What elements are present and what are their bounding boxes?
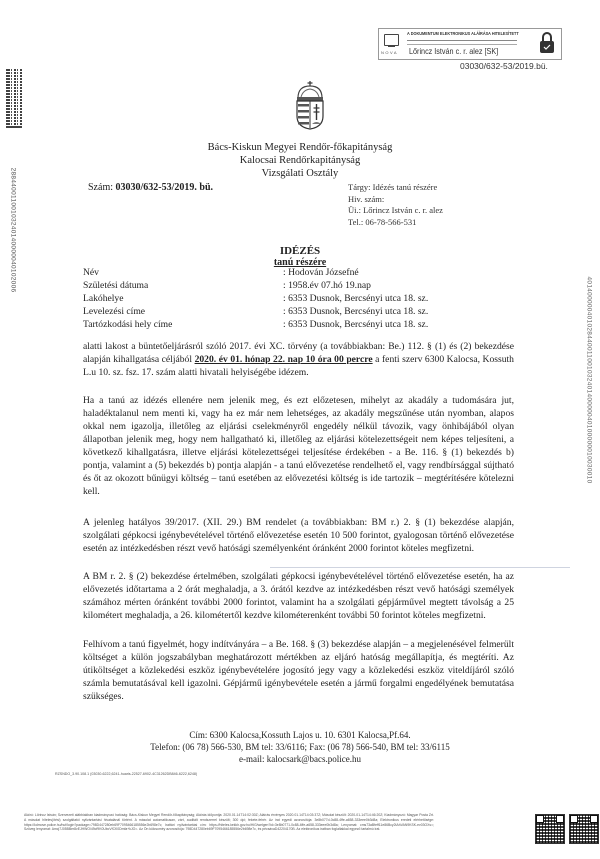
qr-code-icon (570, 815, 598, 843)
authentication-footer: Aláíró: Lőrincz István; Szervezeti alábbiakban kiadmányozó hatóság: Bács-Kiskun Megyei Rendőr-főkapitányság; Aláírás időpontja: 2020.01.14T14:02:30Z; Aláírás érvényes 2020.01.14T14:03:37Z; Másolat készült: 2020-01-14T14:46:20Z; Kiadmányozó: Magyar Posta Zrt. A másolat hiteles(ítési) szolgáltatói nyilvántartási hivatalánál történt. A másolat automatikusan, zárt, auditált rendszerrel készült; 300 dpi; fekete-fehér. Az irat egyedi azonosítója: 3e8b077d-0c88-4ffe-a658-333eee0b3d8a; Elektronikus eredeti elérhetősége: https://kdmove.police.hu/huf/login?package=798D447280eb69F7095466185556e2b698e7c; Irattári nyilvántartási cím: https://hiteles.kekkh.gov.hu/HiG/welgen?id=3e8b0771-0c88-4ffe-a658-333eee0b3d8a; Lenyomat: cms73aBfeff11e86Bcy2tAhVAN9KSK-ev03OXs=; Szöveg lenyomat: Amcj7J05BBer8vEJHWO/49cf9K0UbcVfCK0Dmfa+kJO=. Az Ön külcsoméy azonosítója: 798D447280eb69F7095466185556e2b698e7c, és pécsávaD42204170B. Az elektronikus iratban foglaltakkal egyező tartalmú irat. (24, 813, 434, 832)
field-row-birthdate (83, 279, 428, 292)
field-label: Levelezési címe (83, 306, 146, 317)
stamp-signer: Lőrincz István c. r. alez [SK] (409, 46, 499, 56)
field-label: Név (83, 267, 99, 278)
qr-code-icon (536, 815, 564, 843)
fee-paragraph-1: A jelenleg hatályos 39/2017. (XII. 29.) BM rendelet (a továbbiakban: BM r.) 2. § (1) bekezdése alapján, szolgálati gépkocsi igénybevételével történő elővezetése esetén 10 500 forintot, gyalogosan történő elővezetése esetén az intézkedésben részt vevő hatósági személyenként óránként 2000 forintot köteles megfizetni. (83, 517, 514, 554)
document-subtitle: tanú részére (273, 257, 327, 268)
document-title: IDÉZÉS (279, 245, 321, 257)
datamatrix-code (6, 68, 22, 128)
field-row-name (83, 266, 428, 279)
stamp-brand: NOVA (381, 50, 399, 55)
org-subunit: Kalocsai Rendőrkapitányság (239, 155, 361, 166)
case-number-value: 03030/632-53/2019. bü. (115, 182, 214, 193)
field-value: : 6353 Dusnok, Bercsényi utca 18. sz. (283, 319, 429, 330)
reference-number-line: Hiv. szám: (348, 193, 385, 204)
case-number-label: Szám: (88, 182, 113, 193)
scan-artifact-line (270, 567, 570, 568)
hungarian-coat-of-arms-icon (287, 80, 333, 130)
appointment-datetime: 2020. év 01. hónap 22. nap 10 óra 00 percre (194, 354, 373, 365)
summons-paragraph (83, 340, 514, 379)
stamp-divider (407, 40, 517, 45)
field-value: : Hodován Józsefné (283, 267, 359, 278)
field-value: : 1958.év 07.hó 19.nap (283, 280, 371, 291)
field-row-mailing-address (83, 305, 428, 318)
summons-location-text: a fenti szerv 6300 Kalocsa, Kossuth L.u 10. sz. fsz. 17. szám alatti hivatali helyiségébe idézem. (83, 354, 514, 378)
reimbursement-paragraph: Felhívom a tanú figyelmét, hogy indítványára – a Be. 168. § (3) bekezdése alapján – a megjelenésével felmerült költséget a külön jogszabályban meghatározott mértékben az eljáró hatóság megállapítja, és megtéríti. Az útiköltséget a közlekedési eszköz igénybevételére jogosító jegy vagy a közlekedési eszköz viteldíjáról szóló számla bemutatásával kell igazolni. Gépjármű igénybevétele esetén a jármű forgalmi engedélyének bemutatása szükséges. (83, 639, 514, 702)
field-label: Lakóhelye (83, 293, 124, 304)
field-value: : 6353 Dusnok, Bercsényi utca 18. sz. (283, 306, 429, 317)
org-name: Bács-Kiskun Megyei Rendőr-főkapitányság (207, 142, 393, 153)
field-label: Születési dátuma (83, 280, 149, 291)
right-margin-code-text: 40140000040102844001100103240140000040100000010030010 (585, 276, 593, 484)
left-margin-code-text: 28844001100103240140000040102006 (9, 167, 17, 293)
contact-address: Cím: 6300 Kalocsa,Kossuth Lajos u. 10. 6301 Kalocsa,Pf.64. (189, 730, 411, 740)
contact-phone: Telefon: (06 78) 566-530, BM tel: 33/6116; Fax: (06 78) 566-540, BM tel: 33/6115 (150, 742, 450, 752)
field-row-residence (83, 292, 428, 305)
case-number (88, 182, 213, 193)
field-label: Tartózkodási hely címe (83, 319, 173, 330)
fee-paragraph-2: A BM r. 2. § (2) bekezdése értelmében, szolgálati gépkocsi igénybevételével történő elővezetése esetén, ha az elővezetés időtartama a 2 órát meghaladja, a 3. órától kezdve az intézkedésben részt vevő hatósági személyek számához mérten óránként további 2000 forintot, valamint ha a szolgálati gépjárművel megtett távolság a 25 kilométert meghaladja, a 26. kilométertől kezdve kilométerenként további 50 forintot köteles megfizetni. (83, 571, 514, 621)
stamp-reference: 03030/632-53/2019.bü. (460, 61, 548, 71)
monitor-icon (384, 34, 399, 46)
contact-block (0, 729, 600, 765)
handler-line: Üi.: Lőrincz István c. r. alez (348, 205, 443, 215)
padlock-icon (539, 32, 555, 54)
contact-email: e-mail: kalocsark@bacs.police.hu (239, 754, 361, 764)
stamp-header: A DOKUMENTUM ELEKTRONIKUS ALÁÍRÁSA HITELESÍTETT (407, 32, 519, 37)
system-reference: RZSNDO_3.90.108.1 (03030-6222,6241-huaris-22527-6902-4C31262DB846-6222,6248) (55, 772, 198, 776)
consequences-paragraph: Ha a tanú az idézés ellenére nem jelenik meg, és ezt előzetesen, mihelyt az akadály a tudomására jut, haladéktalanul nem menti ki, vagy ha ez már nem lehetséges, az akadály megszűnése után nyomban, alapos okkal nem igazolja, illetőleg az eljárási cselekményről engedély nélkül távozik, vagy önhibájából olyan állapotban jelenik meg, hogy nem hallgatható ki, illetőleg az eljárási kötelezettségeit nem képes teljesíteni, a következő kihallgatásra, illetve eljárási kötelezettségei teljesítése érdekében - a Be. 116. § (1) bekezdés b) pontja, valamint a (5) bekezdés b) pontja alapján - a tanú elővezetése rendelhető el, vagy rendbírsággal sújtható és őt az okozott bűnügyi költség – tanú esetében az elővezetési költség is ide tartozik – megtérítésére kötelezni kell. (83, 395, 514, 497)
field-row-stay-address (83, 318, 428, 331)
witness-details (83, 266, 428, 331)
phone-line: Tel.: 06-78-566-531 (348, 216, 417, 227)
e-signature-stamp (378, 28, 562, 60)
subject-line: Tárgy: Idézés tanú részére (348, 182, 438, 192)
subject-block (348, 182, 443, 228)
summons-text: alatti lakost a büntetőeljárásról szóló 2017. évi XC. törvény (a továbbiakban: Be.) 112. § (1) és (2) bekezdése alapján kihallgatása céljából (83, 341, 514, 365)
field-value: : 6353 Dusnok, Bercsényi utca 18. sz. (283, 293, 429, 304)
org-department: Vizsgálati Osztály (261, 168, 339, 179)
